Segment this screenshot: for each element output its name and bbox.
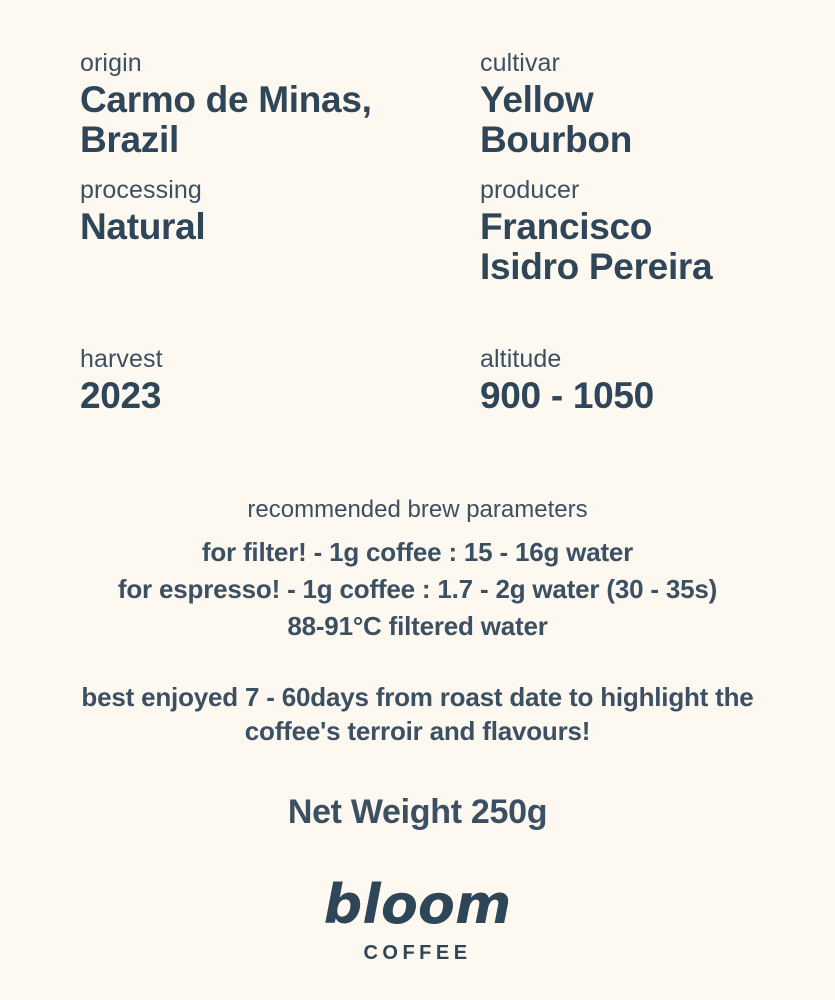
best-enjoyed-text: best enjoyed 7 - 60days from roast date to highlight the coffee's terroir and flavours!	[81, 682, 754, 746]
spec-grid-second	[80, 175, 755, 292]
spec-processing	[80, 175, 480, 286]
brew-heading: recommended brew parameters	[247, 495, 588, 523]
brew-parameters-section	[80, 494, 755, 645]
spec-origin-label: origin	[80, 49, 142, 77]
net-weight-text: Net Weight 250g	[287, 792, 548, 831]
spec-altitude-value: 900 - 1050	[480, 375, 654, 417]
spec-producer-value: Francisco Isidro Pereira	[480, 206, 713, 287]
spec-cultivar-label: cultivar	[480, 49, 560, 77]
spec-processing-value: Natural	[80, 206, 206, 248]
spec-cultivar-value: Yellow Bourbon	[480, 79, 633, 160]
spec-processing-label: processing	[80, 176, 202, 205]
brand-subtitle: COFFEE	[363, 941, 472, 964]
brew-line-water-temp: 88-91°C filtered water	[287, 611, 548, 642]
spec-harvest	[80, 344, 480, 416]
spec-harvest-label: harvest	[80, 345, 163, 374]
spec-producer	[480, 175, 755, 286]
spec-producer-label: producer	[480, 176, 580, 205]
brand-name: bloom	[323, 872, 512, 936]
spec-altitude-label: altitude	[480, 345, 562, 374]
spec-altitude	[480, 344, 755, 416]
spec-cultivar	[480, 48, 755, 159]
spec-grid-lower	[80, 344, 755, 422]
brew-line-espresso: for espresso! - 1g coffee : 1.7 - 2g water (30 - 35s)	[117, 574, 718, 605]
spec-origin-value: Carmo de Minas, Brazil	[80, 79, 372, 160]
brand-logo	[80, 872, 755, 965]
brew-line-filter: for filter! - 1g coffee : 15 - 16g water	[201, 537, 634, 568]
spec-grid-top	[80, 48, 755, 165]
spacer-row	[80, 165, 755, 175]
spec-harvest-value: 2023	[80, 375, 162, 417]
spec-origin	[80, 48, 480, 159]
spacer-mid	[80, 292, 755, 344]
